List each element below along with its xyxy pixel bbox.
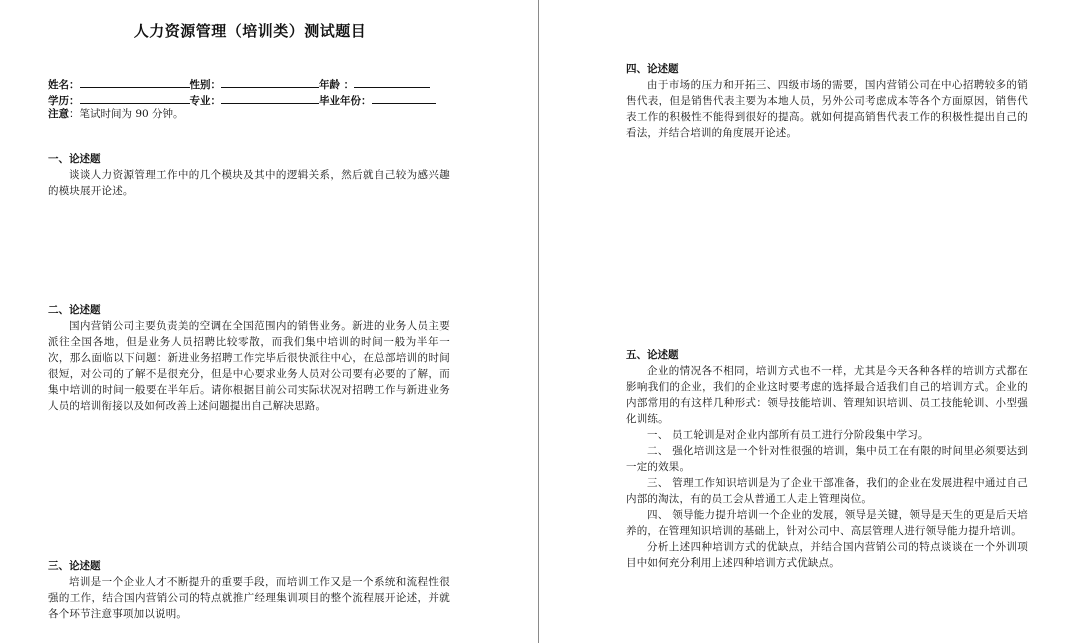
- exam-note: [48, 107, 184, 121]
- section-paragraph: 企业的情况各不相同，培训方式也不一样，尤其是今天各种各样的培训方式都在影响我们的企业，我们的企业这时要考虑的选择最合适我们自己的培训方式。企业的内部常用的有这样几种形式：领导技能培训、管理知识培训、员工技能轮训、小型强化训练。: [626, 365, 1028, 425]
- section-heading: 五、论述题: [626, 349, 679, 361]
- name-label: 姓名：: [48, 79, 80, 91]
- info-row-2: [48, 92, 436, 108]
- grad-year-field[interactable]: [372, 92, 436, 104]
- age-label: 年龄 ：: [319, 79, 355, 91]
- note-text: ：笔试时间为 90 分钟。: [69, 108, 184, 120]
- section-paragraph: 培训是一个企业人才不断提升的重要手段，而培训工作又是一个系统和流程性很强的工作，结合国内营销公司的特点就推广经理集训项目的整个流程展开论述，并就各个环节注意事项加以说明。: [48, 576, 450, 620]
- page-divider: [538, 0, 539, 643]
- section-paragraph: 由于市场的压力和开拓三、四级市场的需要，国内营销公司在中心招聘较多的销售代表，但是销售代表主要为本地人员，另外公司考虑成本等各个方面原因，销售代表工作的积极性不能得到很好的提高。就如何提高销售代表工作的积极性提出自己的看法，并结合培训的角度展开论述。: [626, 79, 1028, 139]
- section-2: [48, 303, 450, 414]
- note-label: 注意: [48, 108, 69, 120]
- section-paragraph: 分析上述四种培训方式的优缺点，并结合国内营销公司的特点谈谈在一个外训项目中如何充分利用上述四种培训方式优缺点。: [626, 541, 1028, 569]
- age-field[interactable]: [354, 76, 430, 88]
- section-3: [48, 559, 450, 622]
- section-heading: 一、论述题: [48, 153, 101, 165]
- education-label: 学历：: [48, 95, 80, 107]
- section-4: [626, 62, 1028, 141]
- grad-year-label: 毕业年份：: [319, 95, 372, 107]
- section-paragraph: 四、 领导能力提升培训一个企业的发展，领导是关键，领导是天生的更是后天培养的，在管理知识培训的基础上，针对公司中、高层管理人进行领导能力提升培训。: [626, 509, 1028, 537]
- section-heading: 四、论述题: [626, 63, 679, 75]
- section-paragraph: 二、 强化培训这是一个针对性很强的培训，集中员工在有限的时间里必须要达到一定的效果。: [626, 445, 1028, 473]
- major-label: 专业：: [189, 95, 221, 107]
- major-field[interactable]: [221, 92, 319, 104]
- page-right: [540, 0, 1080, 643]
- section-heading: 三、论述题: [48, 560, 101, 572]
- section-paragraph: 国内营销公司主要负责美的空调在全国范围内的销售业务。新进的业务人员主要派往全国各地，但是业务人员招聘比较零散，而我们集中培训的时间一般为半年一次，那么面临以下问题：新进业务招聘工作完毕后很快派往中心，在总部培训的时间很短，对公司的了解不是很充分，但是中心要求业务人员对公司要有必要的了解，而集中培训的时间一般要在半年后。请你根据目前公司实际状况对招聘工作与新进业务人员的培训衔接以及如何改善上述问题提出自己解决思路。: [48, 320, 450, 412]
- section-1: [48, 152, 450, 199]
- education-field[interactable]: [80, 92, 190, 104]
- document-title: 人力资源管理（培训类）测试题目: [133, 22, 367, 40]
- section-paragraph: 一、 员工轮训是对企业内部所有员工进行分阶段集中学习。: [647, 429, 929, 441]
- section-paragraph: 谈谈人力资源管理工作中的几个模块及其中的逻辑关系，然后就自己较为感兴趣的模块展开论述。: [48, 169, 450, 197]
- section-5: [626, 348, 1028, 571]
- gender-label: 性别：: [189, 79, 221, 91]
- name-field[interactable]: [80, 76, 190, 88]
- section-paragraph: 三、 管理工作知识培训是为了企业干部准备，我们的企业在发展进程中通过自己内部的淘汰，有的员工会从普通工人走上管理岗位。: [626, 477, 1028, 505]
- info-row-1: [48, 76, 430, 92]
- page-left: [0, 0, 538, 643]
- section-heading: 二、论述题: [48, 304, 101, 316]
- gender-field[interactable]: [221, 76, 319, 88]
